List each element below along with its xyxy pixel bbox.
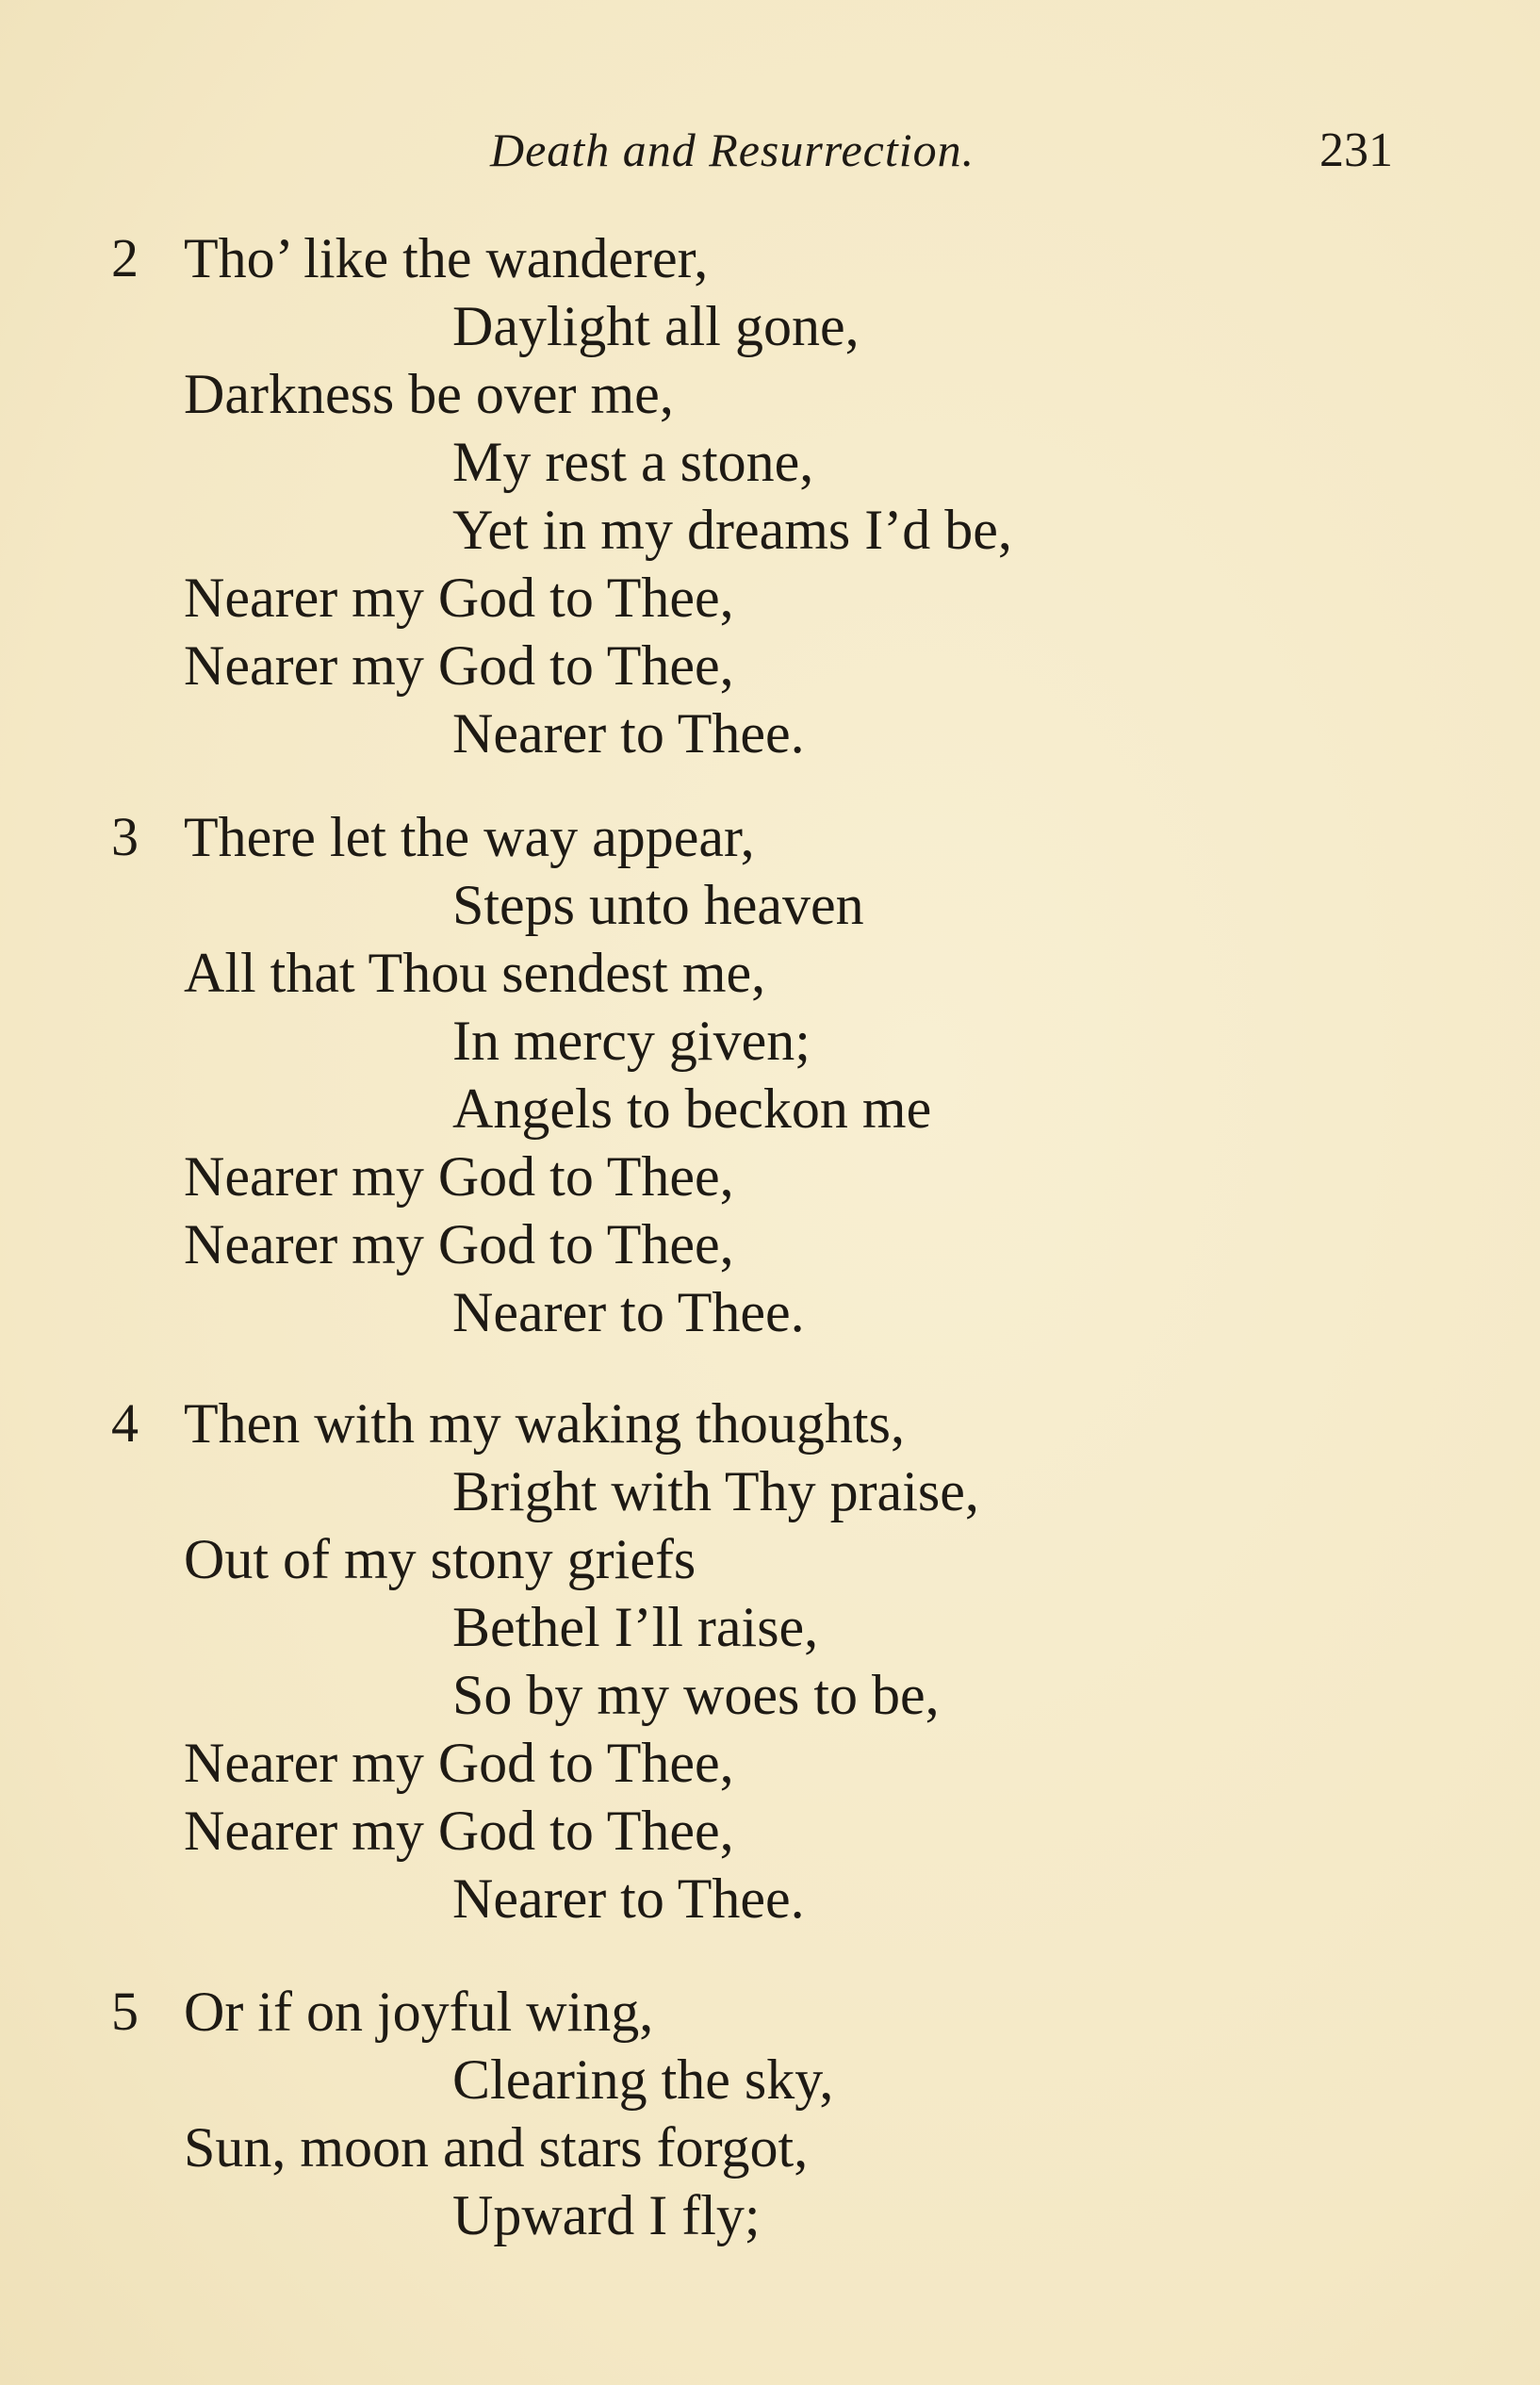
verse-line: There let the way appear,: [184, 806, 755, 868]
verse-line: Nearer my God to Thee,: [184, 634, 734, 697]
stanza-number: 4: [111, 1392, 139, 1454]
verse-line: Nearer to Thee.: [452, 1281, 805, 1343]
stanza-number: 3: [111, 806, 139, 867]
verse-line: Nearer my God to Thee,: [184, 1800, 734, 1862]
verse-line: In mercy given;: [452, 1010, 811, 1072]
running-head: Death and Resurrection.: [490, 123, 975, 176]
stanza-number: 2: [111, 227, 139, 288]
verse-line: Yet in my dreams I’d be,: [452, 499, 1012, 561]
verse-line: Angels to beckon me: [452, 1077, 932, 1140]
verse-line: Daylight all gone,: [452, 295, 860, 357]
verse-line: Nearer my God to Thee,: [184, 567, 734, 629]
verse-line: My rest a stone,: [452, 431, 814, 493]
verse-line: Nearer my God to Thee,: [184, 1213, 734, 1275]
stanza-number: 5: [111, 1981, 139, 2042]
verse-line: Darkness be over me,: [184, 363, 674, 425]
verse-line: Upward I fly;: [452, 2184, 761, 2246]
verse-line: Then with my waking thoughts,: [184, 1392, 905, 1455]
verse-line: Bright with Thy praise,: [452, 1460, 979, 1522]
verse-line: All that Thou sendest me,: [184, 942, 766, 1004]
verse-line: Out of my stony griefs: [184, 1528, 696, 1590]
verse-line: Nearer to Thee.: [452, 702, 805, 765]
verse-line: Bethel I’ll raise,: [452, 1596, 819, 1658]
verse-line: Sun, moon and stars forgot,: [184, 2116, 809, 2179]
verse-line: Clearing the sky,: [452, 2048, 834, 2111]
page-number: 231: [1319, 123, 1393, 177]
verse-line: Nearer my God to Thee,: [184, 1145, 734, 1208]
page-header: [0, 123, 1540, 189]
verse-line: Nearer to Thee.: [452, 1867, 805, 1930]
verse-line: Tho’ like the wanderer,: [184, 227, 709, 289]
verse-line: Nearer my God to Thee,: [184, 1732, 734, 1794]
verse-line: So by my woes to be,: [452, 1664, 940, 1726]
verse-line: Or if on joyful wing,: [184, 1981, 654, 2043]
verse-line: Steps unto heaven: [452, 874, 864, 936]
